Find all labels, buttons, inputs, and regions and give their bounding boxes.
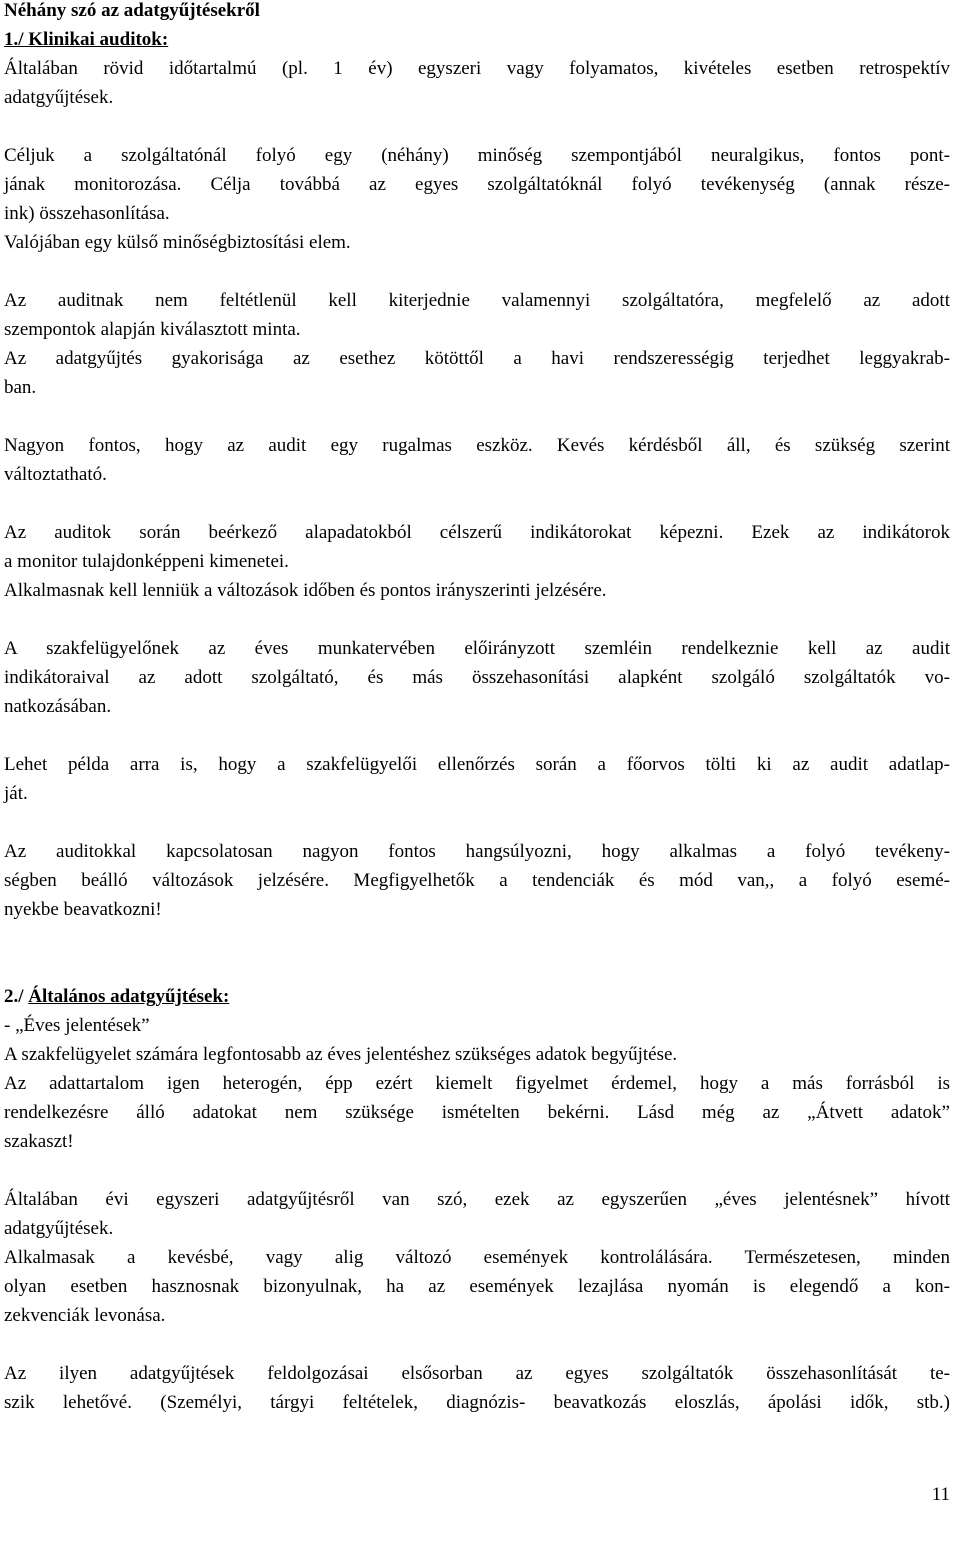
paragraph-line: szempontok alapján kiválasztott minta.: [4, 319, 301, 340]
paragraph-line: változtatható.: [4, 464, 107, 485]
paragraph-line: Lehet példa arra is, hogy a szakfelügyelői ellenőrzés során a főorvos tölti ki az audit adatlap-: [4, 754, 950, 775]
paragraph-line: Az auditok során beérkező alapadatokból célszerű indikátorokat képezni. Ezek az indikátorok: [4, 522, 950, 543]
section-1-heading: [4, 25, 168, 54]
paragraph-line: Nagyon fontos, hogy az audit egy rugalmas eszköz. Kevés kérdésből áll, és szükség szerint: [4, 435, 950, 456]
paragraph-line: olyan esetben hasznosnak bizonyulnak, ha az események lezajlása nyomán is elegendő a kon-: [4, 1276, 950, 1297]
paragraph-line: zekvenciák levonása.: [4, 1305, 166, 1326]
paragraph-line: szik lehetővé. (Személyi, tárgyi feltételek, diagnózis- beavatkozás eloszlás, ápolási idők, stb.): [4, 1392, 950, 1413]
section-1-number: 1./: [4, 29, 24, 50]
paragraph-line: Az auditokkal kapcsolatosan nagyon fontos hangsúlyozni, hogy alkalmas a folyó tevékeny-: [4, 841, 950, 862]
section-2-heading: [4, 982, 229, 1011]
paragraph-line: ink) összehasonlítása.: [4, 203, 170, 224]
paragraph-line: A szakfelügyelőnek az éves munkatervében előirányzott szemléin rendelkeznie kell az audit: [4, 638, 950, 659]
paragraph-line: adatgyűjtések.: [4, 1218, 114, 1239]
paragraph-line: A szakfelügyelet számára legfontosabb az éves jelentéshez szükséges adatok begyűjtése.: [4, 1044, 678, 1065]
section-1-title: Klinikai auditok:: [28, 29, 169, 50]
paragraph-line: Általában évi egyszeri adatgyűjtésről van szó, ezek az egyszerűen „éves jelentésnek” hívott: [4, 1189, 950, 1210]
paragraph-line: ját.: [4, 783, 28, 804]
paragraph-line: a monitor tulajdonképpeni kimenetei.: [4, 551, 289, 572]
paragraph-line: szakaszt!: [4, 1131, 74, 1152]
paragraph-line: indikátoraival az adott szolgáltató, és más összehasonítási alapként szolgáló szolgáltatók vo-: [4, 667, 950, 688]
section-2-title: Általános adatgyűjtések:: [28, 986, 230, 1007]
paragraph-line: Valójában egy külső minőségbiztosítási elem.: [4, 232, 351, 253]
paragraph-line: ségben beálló változások jelzésére. Megfigyelhetők a tendenciák és mód van,, a folyó esemé-: [4, 870, 950, 891]
paragraph-line: rendelkezésre álló adatokat nem szüksége ismételten bekérni. Lásd még az „Átvett adatok”: [4, 1102, 950, 1123]
page-number: 11: [931, 1484, 950, 1505]
paragraph-line: natkozásában.: [4, 696, 112, 717]
paragraph-line: Alkalmasnak kell lenniük a változások időben és pontos irányszerinti jelzésére.: [4, 580, 607, 601]
paragraph-line: Az adattartalom igen heterogén, épp ezért kiemelt figyelmet érdemel, hogy a más forrásból is: [4, 1073, 950, 1094]
paragraph-line: Alkalmasak a kevésbé, vagy alig változó események kontrolálására. Természetesen, minden: [4, 1247, 950, 1268]
paragraph-line: Az ilyen adatgyűjtések feldolgozásai elsősorban az egyes szolgáltatók összehasonlítását te-: [4, 1363, 950, 1384]
document-page: [4, 0, 950, 1543]
paragraph-line: - „Éves jelentések”: [4, 1015, 150, 1036]
section-2-number: 2./: [4, 986, 24, 1007]
paragraph-line: Az auditnak nem feltétlenül kell kiterjednie valamennyi szolgáltatóra, megfelelő az adott: [4, 290, 950, 311]
paragraph-line: Általában rövid időtartalmú (pl. 1 év) egyszeri vagy folyamatos, kivételes esetben retrospektív: [4, 58, 950, 79]
paragraph-line: Céljuk a szolgáltatónál folyó egy (néhány) minőség szempontjából neuralgikus, fontos pont-: [4, 145, 950, 166]
paragraph-line: nyekbe beavatkozni!: [4, 899, 162, 920]
paragraph-line: Az adatgyűjtés gyakorisága az esethez kötöttől a havi rendszerességig terjedhet leggyakrab-: [4, 348, 950, 369]
document-title: Néhány szó az adatgyűjtésekről: [4, 0, 260, 21]
paragraph-line: jának monitorozása. Célja továbbá az egyes szolgáltatóknál folyó tevékenység (annak része-: [4, 174, 950, 195]
paragraph-line: adatgyűjtések.: [4, 87, 114, 108]
paragraph-line: ban.: [4, 377, 37, 398]
